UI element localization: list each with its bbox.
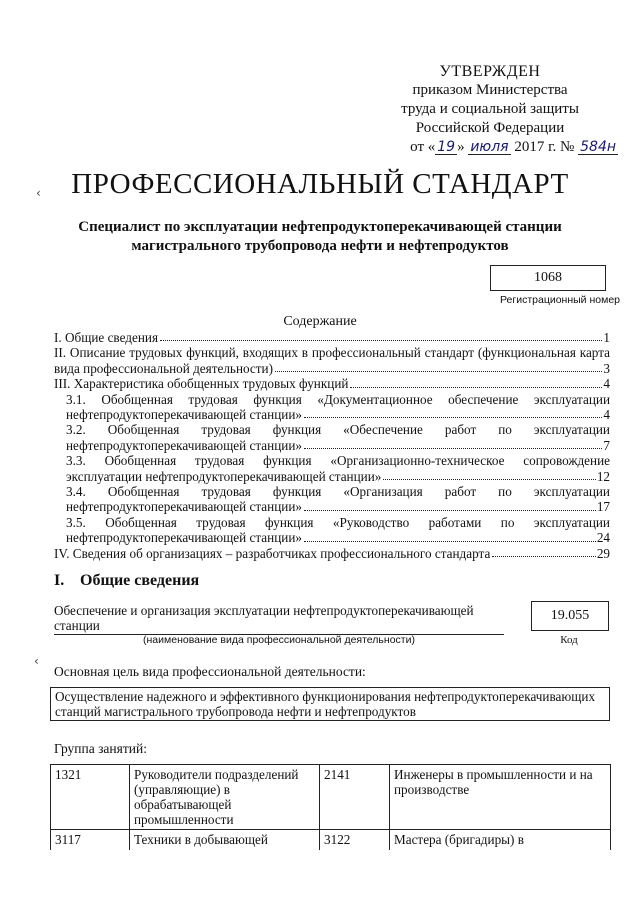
toc-entry-text: IV. Сведения об организациях – разработчиках профессионального стандарта: [54, 545, 491, 561]
toc-leader-dots: [304, 541, 596, 542]
table-of-contents: [54, 330, 610, 561]
toc-entry[interactable]: [54, 330, 610, 345]
toc-entry[interactable]: [54, 376, 610, 391]
toc-entry-text: вида профессиональной деятельности): [54, 360, 273, 376]
toc-entry[interactable]: [54, 345, 610, 376]
toc-leader-dots: [275, 371, 602, 372]
toc-entry[interactable]: [54, 546, 610, 561]
toc-entry-text: 3.3. Обобщенная трудовая функция «Организационно-техническое сопровождение: [66, 453, 610, 469]
approval-line: труда и социальной защиты: [401, 101, 579, 117]
toc-entry[interactable]: [54, 392, 610, 423]
toc-leader-dots: [304, 417, 602, 418]
toc-entry-text: эксплуатации нефтепродуктоперекачивающей станции»: [66, 468, 382, 484]
document-title: ПРОФЕССИОНАЛЬНЫЙ СТАНДАРТ: [71, 168, 569, 200]
toc-heading: Содержание: [283, 314, 357, 329]
toc-entry-text: нефтепродуктоперекачивающей станции»: [66, 530, 302, 546]
order-prefix: от «: [410, 139, 436, 155]
group-code: 3122: [320, 830, 390, 851]
toc-entry[interactable]: [54, 422, 610, 453]
section-title: Общие сведения: [80, 572, 200, 589]
group-code: 1321: [51, 765, 130, 830]
toc-entry-text: 3.4. Обобщенная трудовая функция «Организация работ по эксплуатации: [66, 484, 610, 500]
toc-page-number: 3: [603, 360, 610, 376]
activity-code-box: 19.055: [531, 601, 609, 631]
toc-page-number: 29: [596, 545, 610, 561]
occupation-group-table: [50, 764, 611, 850]
toc-entry-text: II. Описание трудовых функций, входящих в профессиональный стандарт (функциональная карта: [54, 345, 610, 361]
toc-entry-text: нефтепродуктоперекачивающей станции»: [66, 437, 302, 453]
occupation-group-label: Группа занятий:: [54, 741, 147, 756]
toc-entry[interactable]: [54, 484, 610, 515]
section-number: I.: [54, 572, 65, 589]
toc-entry-text: нефтепродуктоперекачивающей станции»: [66, 407, 302, 423]
group-name: Мастера (бригадиры) в: [390, 830, 611, 851]
group-name: Инженеры в промышленности и на производстве: [390, 765, 611, 830]
group-code: 3117: [51, 830, 130, 851]
order-year: 2017 г. №: [514, 139, 575, 155]
toc-page-number: 7: [603, 437, 610, 453]
toc-entry-text: 3.1. Обобщенная трудовая функция «Документационное обеспечение эксплуатации: [66, 391, 610, 407]
order-line: [390, 138, 618, 157]
toc-page-number: 1: [603, 330, 610, 345]
toc-leader-dots: [383, 479, 595, 480]
toc-leader-dots: [350, 387, 602, 388]
goal-label: Основная цель вида профессиональной деятельности:: [54, 664, 366, 679]
margin-mark: ‹: [34, 654, 39, 668]
toc-page-number: 17: [596, 499, 610, 515]
approval-block: [390, 62, 616, 157]
toc-entry-text: 3.5. Обобщенная трудовая функция «Руководство работами по эксплуатации: [66, 514, 610, 530]
table-row: [51, 830, 611, 851]
approval-line: Российской Федерации: [415, 120, 565, 136]
subtitle-line: Специалист по эксплуатации нефтепродуктоперекачивающей станции: [78, 219, 562, 235]
order-day: 19: [437, 139, 456, 155]
subtitle-line: магистрального трубопровода нефти и нефтепродуктов: [131, 238, 509, 254]
toc-leader-dots: [160, 340, 602, 341]
toc-entry[interactable]: [54, 453, 610, 484]
standard-subtitle: [40, 218, 600, 256]
margin-mark: ‹: [36, 186, 41, 200]
toc-leader-dots: [492, 556, 595, 557]
group-code: 2141: [320, 765, 390, 830]
approval-line: приказом Министерства: [412, 82, 568, 98]
toc-leader-dots: [304, 510, 596, 511]
order-number: 584н: [580, 139, 616, 155]
group-name: Техники в добывающей: [130, 830, 320, 851]
table-row: [51, 765, 611, 830]
order-quote: »: [457, 139, 465, 155]
registration-number-label: Регистрационный номер: [500, 294, 620, 306]
toc-entry-text: III. Характеристика обобщенных трудовых функций: [54, 376, 349, 392]
toc-entry[interactable]: [54, 515, 610, 546]
approval-heading: УТВЕРЖДЕН: [439, 63, 541, 80]
group-name: Руководители подразделений (управляющие) в обрабатывающей промышленности: [130, 765, 320, 830]
registration-number-box: 1068: [490, 265, 606, 291]
toc-entry-text: I. Общие сведения: [54, 330, 159, 345]
activity-caption: (наименование вида профессиональной деятельности): [143, 634, 415, 646]
section-heading: [54, 572, 199, 590]
toc-entry-text: нефтепродуктоперекачивающей станции»: [66, 499, 302, 515]
toc-entry-text: 3.2. Обобщенная трудовая функция «Обеспечение работ по эксплуатации: [66, 422, 610, 438]
toc-leader-dots: [304, 448, 602, 449]
activity-name: Обеспечение и организация эксплуатации нефтепродуктоперекачивающей станции: [54, 603, 504, 635]
toc-page-number: 4: [603, 407, 610, 423]
code-caption: Код: [560, 634, 578, 646]
toc-page-number: 24: [596, 530, 610, 546]
toc-page-number: 12: [596, 468, 610, 484]
order-month: июля: [470, 139, 509, 155]
goal-text-box: Осуществление надежного и эффективного функционирования нефтепродуктоперекачивающих станций магистрального трубопровода нефти и нефтепродуктов: [50, 687, 610, 721]
toc-page-number: 4: [603, 376, 610, 392]
